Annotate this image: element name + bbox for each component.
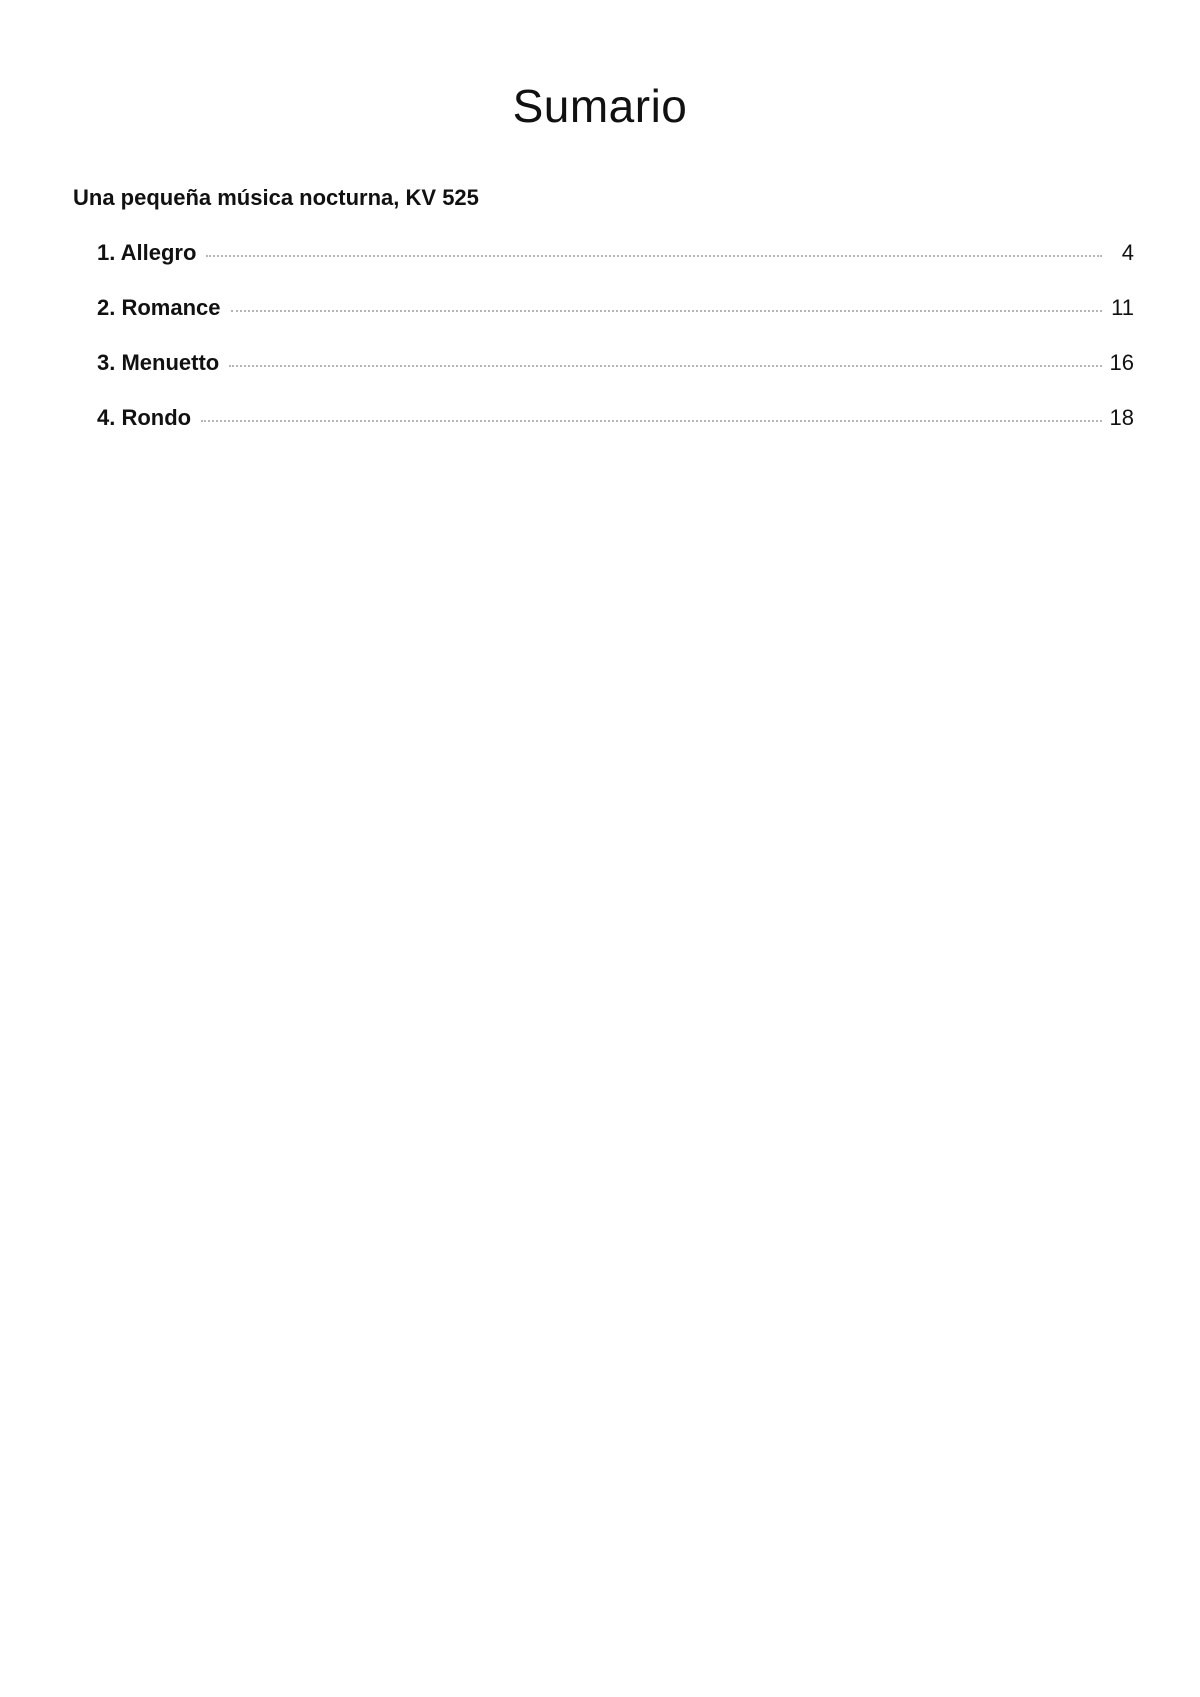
toc-entry-page-number: 18 bbox=[1109, 405, 1134, 430]
toc-entry-label: 3. Menuetto bbox=[97, 350, 220, 375]
toc-entry[interactable] bbox=[97, 348, 1134, 403]
toc-entry-label: 4. Rondo bbox=[97, 405, 192, 430]
toc-entry-page-number: 16 bbox=[1109, 350, 1134, 375]
section-title: Una pequeña música nocturna, KV 525 bbox=[73, 185, 479, 210]
toc-entry-page-number: 11 bbox=[1111, 295, 1134, 320]
toc-entry[interactable] bbox=[97, 238, 1134, 293]
toc-entry-label: 1. Allegro bbox=[97, 240, 197, 265]
page-title: Sumario bbox=[512, 80, 688, 132]
toc-entry[interactable] bbox=[97, 293, 1134, 348]
dot-leader bbox=[201, 420, 1101, 422]
toc-entry-list bbox=[97, 238, 1134, 458]
toc-entry[interactable] bbox=[97, 403, 1134, 458]
dot-leader bbox=[206, 255, 1102, 257]
toc-entry-label: 2. Romance bbox=[97, 295, 221, 320]
dot-leader bbox=[231, 310, 1103, 312]
dot-leader bbox=[229, 365, 1101, 367]
toc-entry-page-number: 4 bbox=[1121, 240, 1134, 265]
